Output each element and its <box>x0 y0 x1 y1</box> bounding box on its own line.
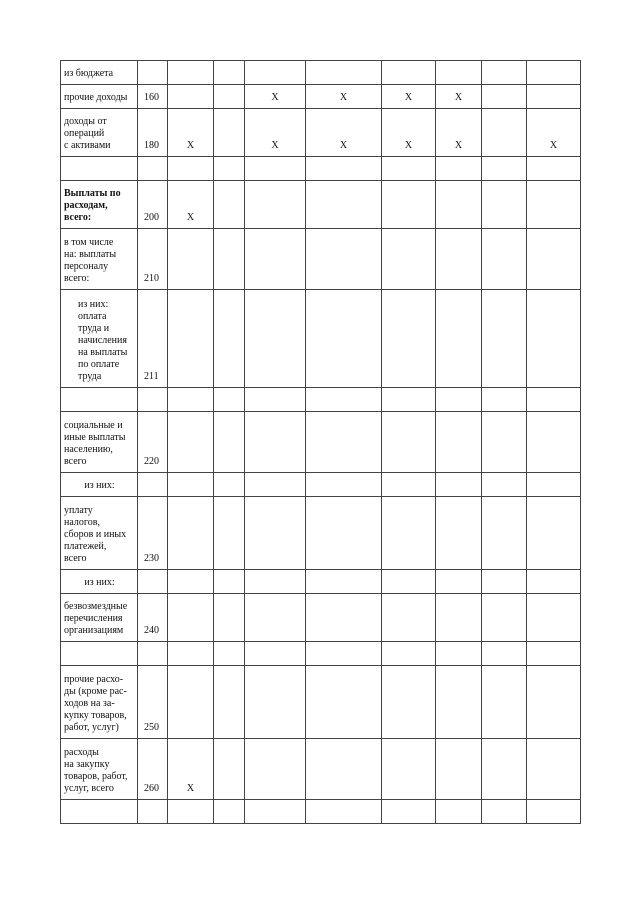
row-code <box>138 157 168 181</box>
value-cell <box>245 229 306 290</box>
table-row <box>61 800 581 824</box>
value-cell <box>245 157 306 181</box>
row-code <box>138 388 168 412</box>
value-cell: X <box>168 109 214 157</box>
table-row <box>61 290 581 388</box>
value-cell <box>214 290 245 388</box>
value-cell <box>168 497 214 570</box>
value-cell <box>382 157 436 181</box>
value-cell <box>436 739 482 800</box>
row-code: 210 <box>138 229 168 290</box>
value-cell <box>245 473 306 497</box>
value-cell <box>168 570 214 594</box>
table-row <box>61 388 581 412</box>
value-cell <box>482 594 527 642</box>
value-cell <box>436 229 482 290</box>
value-cell <box>436 61 482 85</box>
value-cell <box>482 181 527 229</box>
table-row <box>61 666 581 739</box>
table-row <box>61 497 581 570</box>
value-cell <box>482 800 527 824</box>
row-code: 200 <box>138 181 168 229</box>
row-label-cell <box>61 290 138 388</box>
value-cell <box>245 570 306 594</box>
value-cell <box>168 412 214 473</box>
value-cell <box>214 181 245 229</box>
value-cell <box>306 642 382 666</box>
row-code: 160 <box>138 85 168 109</box>
value-cell <box>214 61 245 85</box>
row-code: 220 <box>138 412 168 473</box>
value-cell: X <box>527 109 581 157</box>
value-cell <box>306 800 382 824</box>
table-row <box>61 181 581 229</box>
value-cell <box>245 739 306 800</box>
value-cell <box>214 570 245 594</box>
value-cell <box>306 290 382 388</box>
value-cell: X <box>382 85 436 109</box>
value-cell <box>306 497 382 570</box>
row-label-cell <box>61 570 138 594</box>
value-cell <box>527 388 581 412</box>
value-cell <box>482 290 527 388</box>
row-label-cell <box>61 109 138 157</box>
value-cell <box>436 157 482 181</box>
value-cell <box>214 157 245 181</box>
value-cell <box>168 473 214 497</box>
value-cell <box>245 497 306 570</box>
value-cell <box>306 388 382 412</box>
value-cell <box>436 642 482 666</box>
value-cell <box>214 388 245 412</box>
row-label: прочие доходы <box>64 92 128 103</box>
value-cell <box>168 157 214 181</box>
row-label-cell <box>61 739 138 800</box>
value-cell <box>168 800 214 824</box>
value-cell <box>482 570 527 594</box>
row-label-cell <box>61 85 138 109</box>
value-cell <box>527 229 581 290</box>
value-cell <box>382 570 436 594</box>
value-cell <box>482 739 527 800</box>
value-cell <box>306 412 382 473</box>
value-cell <box>382 594 436 642</box>
value-cell <box>382 739 436 800</box>
value-cell <box>168 85 214 109</box>
value-cell <box>527 157 581 181</box>
value-cell <box>482 109 527 157</box>
row-label-cell <box>61 666 138 739</box>
row-label: расходы на закупку товаров, работ, услуг, всего <box>64 747 128 794</box>
value-cell <box>527 181 581 229</box>
value-cell <box>214 497 245 570</box>
row-label-cell <box>61 497 138 570</box>
value-cell <box>527 594 581 642</box>
value-cell: X <box>168 739 214 800</box>
value-cell <box>214 739 245 800</box>
value-cell <box>482 85 527 109</box>
value-cell: X <box>306 85 382 109</box>
value-cell <box>168 229 214 290</box>
value-cell <box>527 800 581 824</box>
value-cell <box>306 570 382 594</box>
table-row <box>61 61 581 85</box>
value-cell <box>436 800 482 824</box>
value-cell <box>436 290 482 388</box>
value-cell <box>527 570 581 594</box>
row-label-cell <box>61 642 138 666</box>
value-cell <box>482 388 527 412</box>
value-cell <box>382 181 436 229</box>
value-cell <box>168 642 214 666</box>
value-cell <box>214 229 245 290</box>
table-body <box>61 61 581 824</box>
value-cell <box>168 61 214 85</box>
value-cell <box>382 61 436 85</box>
value-cell <box>527 739 581 800</box>
value-cell <box>482 642 527 666</box>
value-cell <box>245 800 306 824</box>
row-code: 230 <box>138 497 168 570</box>
value-cell <box>527 61 581 85</box>
row-label: социальные и иные выплаты населению, всего <box>64 420 126 467</box>
value-cell <box>382 473 436 497</box>
value-cell <box>436 388 482 412</box>
value-cell <box>214 412 245 473</box>
value-cell <box>527 642 581 666</box>
value-cell <box>214 642 245 666</box>
row-code: 250 <box>138 666 168 739</box>
value-cell <box>306 229 382 290</box>
row-label-cell <box>61 388 138 412</box>
value-cell <box>436 473 482 497</box>
row-code <box>138 800 168 824</box>
table-row <box>61 642 581 666</box>
value-cell <box>527 497 581 570</box>
value-cell <box>527 85 581 109</box>
row-label: из них: оплата труда и начисления на выплаты по оплате труда <box>78 299 128 382</box>
value-cell <box>168 666 214 739</box>
row-label-cell <box>61 473 138 497</box>
value-cell <box>306 594 382 642</box>
value-cell <box>245 290 306 388</box>
table-row <box>61 473 581 497</box>
value-cell <box>245 181 306 229</box>
financial-plan-table <box>60 60 581 824</box>
value-cell <box>214 800 245 824</box>
value-cell <box>168 388 214 412</box>
row-code: 240 <box>138 594 168 642</box>
value-cell <box>436 594 482 642</box>
row-label-cell <box>61 181 138 229</box>
row-label: Выплаты по расходам, всего: <box>64 188 121 223</box>
table-row <box>61 412 581 473</box>
row-label-cell <box>61 412 138 473</box>
value-cell <box>436 181 482 229</box>
value-cell <box>306 666 382 739</box>
value-cell <box>436 497 482 570</box>
value-cell <box>214 473 245 497</box>
row-label: уплату налогов, сборов и иных платежей, всего <box>64 505 127 564</box>
value-cell <box>382 666 436 739</box>
table-row <box>61 594 581 642</box>
value-cell <box>482 473 527 497</box>
row-code <box>138 642 168 666</box>
row-code: 260 <box>138 739 168 800</box>
value-cell <box>527 666 581 739</box>
value-cell <box>527 412 581 473</box>
row-label: в том числе на: выплаты персоналу всего: <box>64 237 117 284</box>
value-cell <box>482 229 527 290</box>
value-cell <box>382 642 436 666</box>
value-cell <box>482 497 527 570</box>
value-cell: X <box>382 109 436 157</box>
value-cell: X <box>245 85 306 109</box>
value-cell <box>214 109 245 157</box>
value-cell <box>214 594 245 642</box>
value-cell <box>382 800 436 824</box>
value-cell <box>382 388 436 412</box>
value-cell <box>436 412 482 473</box>
value-cell <box>482 157 527 181</box>
value-cell <box>245 594 306 642</box>
value-cell <box>306 739 382 800</box>
value-cell <box>245 388 306 412</box>
row-label: доходы от операций с активами <box>64 116 111 151</box>
value-cell <box>214 666 245 739</box>
value-cell <box>306 473 382 497</box>
value-cell <box>482 412 527 473</box>
row-label: из них: <box>84 577 115 588</box>
row-label-cell <box>61 157 138 181</box>
value-cell <box>168 290 214 388</box>
table-row <box>61 85 581 109</box>
table-row <box>61 109 581 157</box>
row-label: из них: <box>84 480 115 491</box>
row-label-cell <box>61 800 138 824</box>
value-cell <box>306 181 382 229</box>
value-cell <box>436 666 482 739</box>
value-cell <box>482 61 527 85</box>
value-cell <box>382 412 436 473</box>
value-cell: X <box>306 109 382 157</box>
value-cell <box>245 642 306 666</box>
table-row <box>61 157 581 181</box>
row-label-cell <box>61 594 138 642</box>
row-code: 211 <box>138 290 168 388</box>
value-cell <box>306 157 382 181</box>
table-row <box>61 570 581 594</box>
value-cell <box>168 594 214 642</box>
value-cell <box>382 497 436 570</box>
value-cell: X <box>436 85 482 109</box>
table-row <box>61 739 581 800</box>
value-cell <box>245 666 306 739</box>
value-cell <box>382 229 436 290</box>
row-label: безвозмездные перечисления организациям <box>64 601 128 636</box>
row-label: прочие расхо- ды (кроме рас- ходов на за- купку товаров, работ, услуг) <box>64 674 127 733</box>
value-cell <box>214 85 245 109</box>
row-label: из бюджета <box>64 68 114 79</box>
value-cell <box>527 290 581 388</box>
row-label-cell <box>61 61 138 85</box>
value-cell <box>245 412 306 473</box>
row-code <box>138 570 168 594</box>
value-cell <box>245 61 306 85</box>
value-cell <box>527 473 581 497</box>
value-cell: X <box>168 181 214 229</box>
value-cell <box>382 290 436 388</box>
row-code: 180 <box>138 109 168 157</box>
row-code <box>138 61 168 85</box>
value-cell <box>482 666 527 739</box>
value-cell: X <box>245 109 306 157</box>
value-cell <box>436 570 482 594</box>
row-label-cell <box>61 229 138 290</box>
value-cell <box>306 61 382 85</box>
row-code <box>138 473 168 497</box>
value-cell: X <box>436 109 482 157</box>
table-row <box>61 229 581 290</box>
